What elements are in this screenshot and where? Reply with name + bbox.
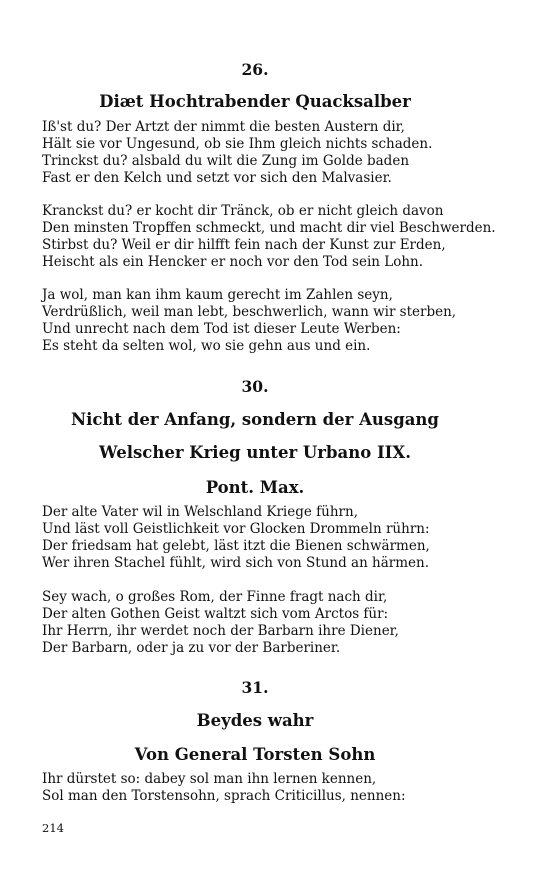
- poem-title: Nicht der Anfang, sondern der Ausgang: [71, 410, 439, 429]
- verse-line: Und läst voll Geistlichkeit vor Glocken Drommeln rührn:: [42, 521, 430, 537]
- stanza: [42, 119, 522, 187]
- poem-subtitle: Von General Torsten Sohn: [134, 745, 376, 764]
- poem-number: 31.: [241, 678, 269, 697]
- page-number: 214: [42, 821, 64, 835]
- verse-line: Ja wol, man kan ihm kaum gerecht im Zahlen seyn,: [42, 287, 393, 303]
- verse-line: Der alten Gothen Geist waltzt sich vom Arctos für:: [42, 606, 389, 622]
- verse-line: Sey wach, o großes Rom, der Finne fragt nach dir,: [42, 589, 388, 605]
- verse-line: Iß'st du? Der Artzt der nimmt die besten Austern dir,: [42, 119, 405, 135]
- stanza: [42, 589, 522, 657]
- verse-line: Ihr Herrn, ihr werdet noch der Barbarn ihre Diener,: [42, 623, 399, 639]
- verse-line: Den minsten Tropffen schmeckt, und macht dir viel Beschwerden.: [42, 220, 496, 236]
- verse-line: Verdrüßlich, weil man lebt, beschwerlich, wann wir sterben,: [42, 304, 457, 320]
- verse-line: Der alte Vater wil in Welschland Kriege führn,: [42, 504, 358, 520]
- stanza: [42, 287, 522, 355]
- poem-title: Beydes wahr: [196, 711, 314, 730]
- stanza: [42, 203, 522, 271]
- verse-line: Wer ihren Stachel fühlt, wird sich von Stund an härmen.: [42, 555, 430, 571]
- verse-line: Fast er den Kelch und setzt vor sich den Malvasier.: [42, 170, 392, 186]
- verse-line: Kranckst du? er kocht dir Tränck, ob er nicht gleich davon: [42, 203, 444, 219]
- verse-line: Es steht da selten wol, wo sie gehn aus und ein.: [42, 338, 371, 354]
- verse-line: Hält sie vor Ungesund, ob sie Ihm gleich nichts schaden.: [42, 136, 433, 152]
- verse-line: Sol man den Torstensohn, sprach Criticillus, nennen:: [42, 788, 406, 804]
- verse-line: Der Barbarn, oder ja zu vor der Barberiner.: [42, 640, 341, 656]
- poem-subtitle: Welscher Krieg unter Urbano IIX.: [99, 443, 411, 462]
- stanza: [42, 771, 522, 805]
- verse-line: Trinckst du? alsbald du wilt die Zung im Golde baden: [42, 153, 410, 169]
- stanza: [42, 504, 522, 572]
- poem-number: 30.: [241, 377, 269, 396]
- verse-line: Und unrecht nach dem Tod ist dieser Leute Werben:: [42, 321, 401, 337]
- poem-title: Diæt Hochtrabender Quacksalber: [99, 92, 411, 111]
- verse-line: Stirbst du? Weil er dir hilfft fein nach der Kunst zur Erden,: [42, 237, 446, 253]
- poem-subtitle: Pont. Max.: [205, 478, 305, 497]
- verse-line: Der friedsam hat gelebt, läst itzt die Bienen schwärmen,: [42, 538, 430, 554]
- verse-line: Ihr dürstet so: dabey sol man ihn lernen kennen,: [42, 771, 377, 787]
- verse-line: Heischt als ein Hencker er noch vor den Tod sein Lohn.: [42, 254, 424, 270]
- poem-number: 26.: [241, 60, 269, 79]
